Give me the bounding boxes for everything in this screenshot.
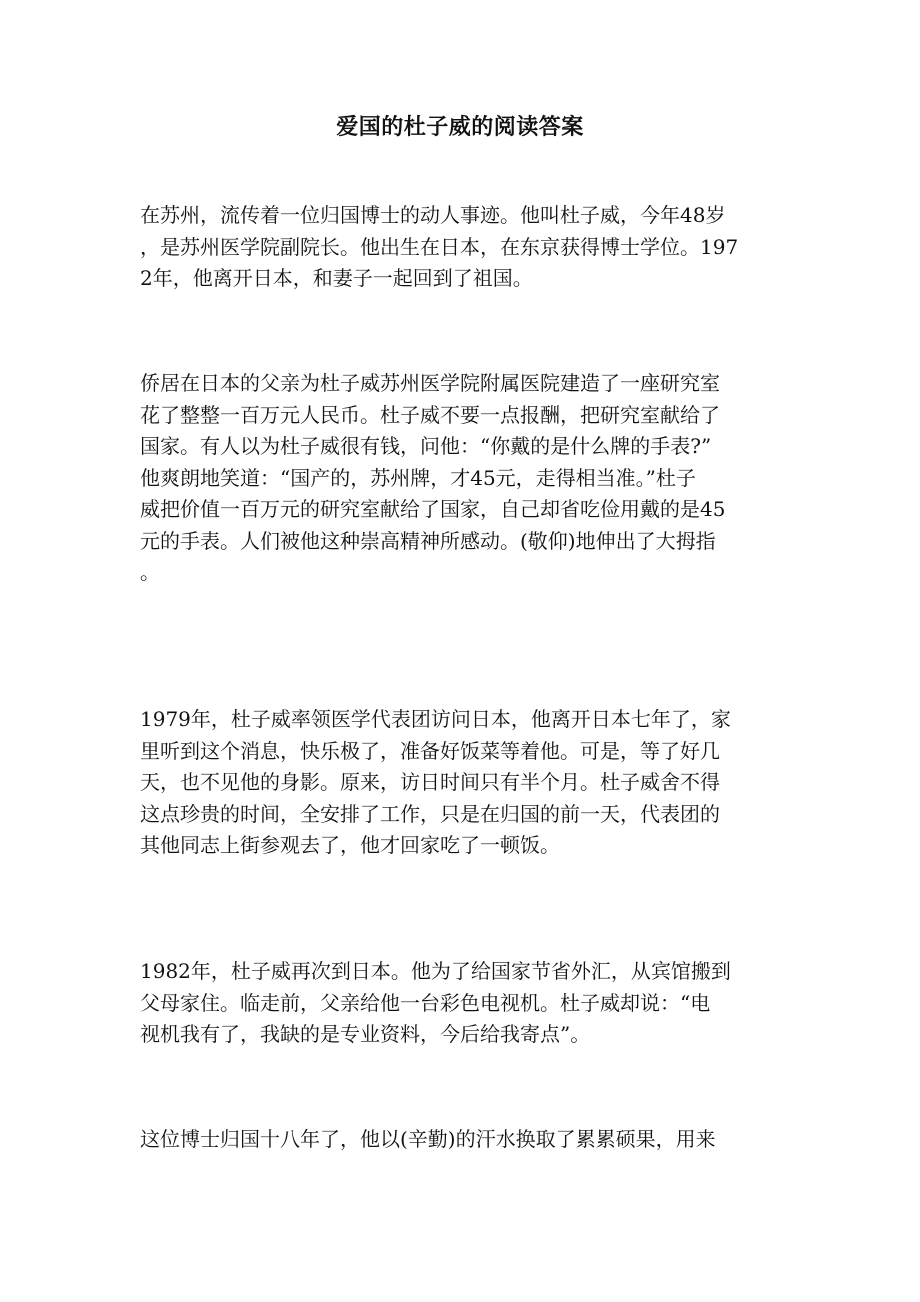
paragraph-line: 2年，他离开日本，和妻子一起回到了祖国。 bbox=[140, 266, 533, 290]
paragraph-line: ，是苏州医学院副院长。他出生在日本，在东京获得博士学位。197 bbox=[140, 234, 739, 259]
paragraph-3 bbox=[140, 704, 770, 862]
paragraph-line: 。 bbox=[140, 560, 160, 584]
paragraph-4 bbox=[140, 956, 770, 1051]
paragraph-line: 1982年，杜子威再次到日本。他为了给国家节省外汇，从宾馆搬到 bbox=[140, 959, 731, 983]
paragraph-line: 元的手表。人们被他这种崇高精神所感动。(敬仰)地伸出了大拇指 bbox=[140, 528, 716, 553]
paragraph-line: 花了整整一百万元人民币。杜子威不要一点报酬，把研究室献给了 bbox=[140, 402, 720, 427]
paragraph-line: 国家。有人以为杜子威很有钱，问他：“你戴的是什么牌的手表?” bbox=[140, 434, 712, 458]
paragraph-5 bbox=[140, 1124, 770, 1156]
paragraph-line: 他爽朗地笑道：“国产的，苏州牌，才45元，走得相当准。”杜子 bbox=[140, 465, 696, 490]
paragraph-line: 天，也不见他的身影。原来，访日时间只有半个月。杜子威舍不得 bbox=[140, 770, 720, 794]
paragraph-line: 1979年，杜子威率领医学代表团访问日本，他离开日本七年了，家 bbox=[140, 707, 731, 731]
paragraph-line: 在苏州，流传着一位归国博士的动人事迹。他叫杜子威，今年48岁 bbox=[140, 203, 726, 227]
paragraph-line: 视机我有了，我缺的是专业资料，今后给我寄点”。 bbox=[140, 1022, 591, 1046]
paragraph-line: 父母家住。临走前，父亲给他一台彩色电视机。杜子威却说：“电 bbox=[140, 990, 711, 1015]
paragraph-1 bbox=[140, 200, 770, 295]
paragraph-line: 里听到这个消息，快乐极了，准备好饭菜等着他。可是，等了好几 bbox=[140, 738, 720, 763]
document-title: 爱国的杜子威的阅读答案 bbox=[336, 114, 584, 140]
paragraph-line: 侨居在日本的父亲为杜子威苏州医学院附属医院建造了一座研究室 bbox=[140, 371, 720, 395]
paragraph-line: 威把价值一百万元的研究室献给了国家，自己却省吃俭用戴的是45 bbox=[140, 497, 726, 521]
paragraph-line: 这点珍贵的时间，全安排了工作，只是在归国的前一天，代表团的 bbox=[140, 801, 720, 826]
paragraph-line: 这位博士归国十八年了，他以(辛勤)的汗水换取了累累硕果，用来 bbox=[140, 1127, 716, 1151]
paragraph-line: 其他同志上街参观去了，他才回家吃了一顿饭。 bbox=[140, 833, 560, 857]
paragraph-2 bbox=[140, 368, 770, 589]
